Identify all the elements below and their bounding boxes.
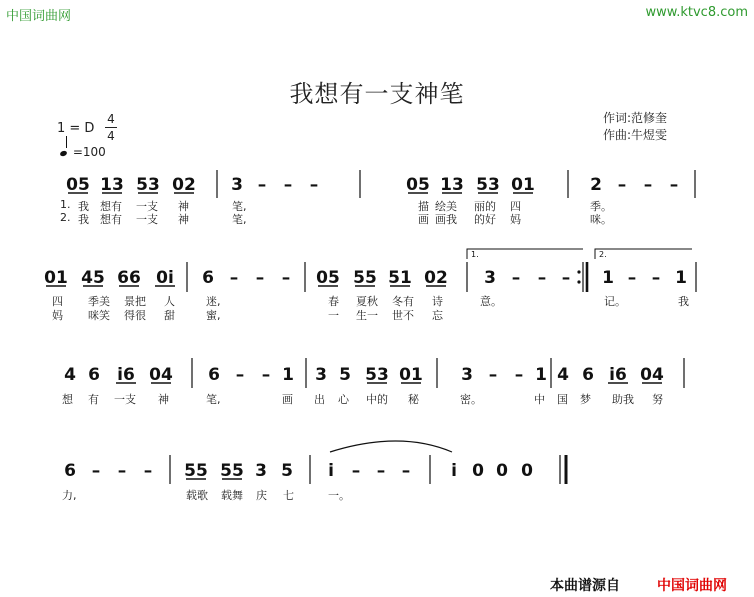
note-0-9: 13 xyxy=(440,175,464,195)
lyric-verse1-1-8: 诗 xyxy=(432,295,443,308)
lyric-verse2-0-1: 我 xyxy=(78,213,89,226)
note-2-0: 4 xyxy=(64,365,76,385)
note-3-7: 5 xyxy=(281,461,293,481)
note-3-13: 0 xyxy=(472,461,484,481)
note-3-8: i xyxy=(328,461,334,481)
lyric-verse2-0-4: 神 xyxy=(178,213,189,226)
note-0-12: 2 xyxy=(590,175,602,195)
lyric-verse2-0-9: 妈 xyxy=(510,213,521,226)
volta-2-label: 2. xyxy=(599,250,607,259)
note-2-16: 4 xyxy=(557,365,569,385)
note-2-14: – xyxy=(514,365,524,385)
lyric-verse1-2-6: 出 xyxy=(314,393,325,406)
footer-source-label: 本曲谱源自 xyxy=(550,578,620,594)
lyric-verse1-2-1: 有 xyxy=(88,393,99,406)
note-0-0: 05 xyxy=(66,175,90,195)
note-0-8: 05 xyxy=(406,175,430,195)
lyric-verse2-1-5: 一 xyxy=(328,309,339,322)
lyric-verse1-2-2: 一支 xyxy=(114,393,136,406)
note-1-1: 45 xyxy=(81,268,105,288)
lyric-verse1-0-2: 想有 xyxy=(100,200,122,213)
lyric-verse1-2-3: 神 xyxy=(158,393,169,406)
song-title: 我想有一支神笔 xyxy=(289,80,465,108)
note-2-3: 04 xyxy=(149,365,173,385)
note-0-6: – xyxy=(283,175,293,195)
note-1-18: – xyxy=(651,268,661,288)
note-3-12: i xyxy=(451,461,457,481)
lyric-verse1-1-5: 春 xyxy=(328,295,339,308)
lyric-verse1-2-9: 秘 xyxy=(408,393,419,406)
lyric-verse2-1-4: 蜜, xyxy=(206,309,221,322)
lyric-verse1-2-12: 国 xyxy=(557,393,568,406)
note-1-4: 6 xyxy=(202,268,214,288)
note-1-7: – xyxy=(281,268,291,288)
note-2-1: 6 xyxy=(88,365,100,385)
lyric-verse2-0-3: 一支 xyxy=(136,213,158,226)
lyric-verse2-0-2: 想有 xyxy=(100,213,122,226)
note-1-3: 0i xyxy=(156,268,174,288)
note-1-13: – xyxy=(511,268,521,288)
note-2-12: 3 xyxy=(461,365,473,385)
note-0-5: – xyxy=(257,175,267,195)
lyric-verse2-0-8: 的好 xyxy=(474,213,496,226)
lyric-verse1-2-11: 中 xyxy=(534,393,545,406)
note-0-1: 13 xyxy=(100,175,124,195)
barlines xyxy=(170,170,696,484)
note-3-11: – xyxy=(401,461,411,481)
lyric-verse2-1-3: 甜 xyxy=(164,309,175,322)
lyric-verse2-1-8: 忘 xyxy=(432,309,443,322)
lyric-verse2-0-10: 咪。 xyxy=(590,213,612,226)
note-1-0: 01 xyxy=(44,268,68,288)
lyric-verse1-2-7: 心 xyxy=(338,393,349,406)
note-1-11: 02 xyxy=(424,268,448,288)
note-1-16: 1 xyxy=(602,268,614,288)
lyric-verse1-0-0: 1. xyxy=(60,198,71,211)
note-0-10: 53 xyxy=(476,175,500,195)
note-2-4: 6 xyxy=(208,365,220,385)
volta-1-label: 1. xyxy=(471,250,479,259)
note-2-15: 1 xyxy=(535,365,547,385)
lyric-verse2-1-0: 妈 xyxy=(52,309,63,322)
lyric-verse1-1-0: 四 xyxy=(52,295,63,308)
underlines-layer xyxy=(46,193,662,479)
lyric-verse1-1-6: 夏秋 xyxy=(356,295,378,308)
tie-arc xyxy=(330,441,452,452)
lyric-verse1-2-10: 密。 xyxy=(460,393,482,406)
note-2-11: 01 xyxy=(399,365,423,385)
lyric-verse1-0-7: 绘美 xyxy=(435,200,457,213)
lyric-verse1-3-3: 庆 xyxy=(256,489,267,502)
lyric-verse2-1-1: 咪笑 xyxy=(88,309,110,322)
lyric-verse1-3-1: 载歌 xyxy=(186,489,208,502)
lyric-verse1-1-7: 冬有 xyxy=(392,295,414,308)
note-1-5: – xyxy=(229,268,239,288)
note-1-14: – xyxy=(537,268,547,288)
note-3-9: – xyxy=(351,461,361,481)
lyric-verse1-1-11: 我 xyxy=(678,295,689,308)
note-0-15: – xyxy=(669,175,679,195)
lyric-verse1-2-13: 梦 xyxy=(580,393,591,406)
note-1-19: 1 xyxy=(675,268,687,288)
note-1-17: – xyxy=(627,268,637,288)
note-0-13: – xyxy=(617,175,627,195)
note-2-8: 3 xyxy=(315,365,327,385)
note-0-3: 02 xyxy=(172,175,196,195)
watermark-left: 中国词曲网 xyxy=(6,9,72,24)
lyricist-credit: 作词:范修奎 xyxy=(603,111,668,125)
note-3-14: 0 xyxy=(496,461,508,481)
lyric-verse2-1-6: 生一 xyxy=(356,309,378,322)
note-3-1: – xyxy=(91,461,101,481)
lyric-verse2-0-5: 笔, xyxy=(232,213,247,226)
lyric-verse1-2-0: 想 xyxy=(62,393,73,406)
tempo-value: =100 xyxy=(72,145,106,159)
lyric-verse1-0-5: 笔, xyxy=(232,200,247,213)
lyric-verse2-1-2: 得很 xyxy=(124,309,146,322)
lyric-verse1-2-4: 笔, xyxy=(206,393,221,406)
note-3-0: 6 xyxy=(64,461,76,481)
lyric-verse1-3-2: 载舞 xyxy=(221,489,243,502)
lyric-verse1-3-4: 七 xyxy=(283,489,294,502)
note-2-17: 6 xyxy=(582,365,594,385)
note-2-6: – xyxy=(261,365,271,385)
note-3-6: 3 xyxy=(255,461,267,481)
note-2-10: 53 xyxy=(365,365,389,385)
time-signature-bottom: 4 xyxy=(107,129,115,143)
lyric-verse1-1-4: 迷, xyxy=(206,295,221,308)
lyric-verse1-1-1: 季美 xyxy=(88,295,110,308)
lyric-verse2-0-6: 画 xyxy=(418,213,429,226)
note-1-15: – xyxy=(561,268,571,288)
note-2-9: 5 xyxy=(339,365,351,385)
note-1-9: 55 xyxy=(353,268,377,288)
note-1-10: 51 xyxy=(388,268,412,288)
key-signature: 1 = D xyxy=(57,121,95,136)
lyric-verse1-1-3: 人 xyxy=(164,295,175,308)
lyric-verse1-3-5: 一。 xyxy=(328,489,350,502)
note-1-8: 05 xyxy=(316,268,340,288)
lyric-verse1-2-15: 努 xyxy=(652,393,663,406)
note-3-3: – xyxy=(143,461,153,481)
watermark-right: www.ktvc8.com xyxy=(645,5,748,20)
lyric-verse1-0-8: 丽的 xyxy=(474,200,496,213)
footer-source-site: 中国词曲网 xyxy=(657,578,727,594)
lyric-verse1-1-2: 景把 xyxy=(124,295,146,308)
lyric-verse1-0-4: 神 xyxy=(178,200,189,213)
note-0-2: 53 xyxy=(136,175,160,195)
lyric-verse1-2-8: 中的 xyxy=(366,393,388,406)
lyric-verse2-0-0: 2. xyxy=(60,211,71,224)
lyric-verse2-1-7: 世不 xyxy=(392,309,414,322)
note-2-5: – xyxy=(235,365,245,385)
note-2-7: 1 xyxy=(282,365,294,385)
note-2-13: – xyxy=(488,365,498,385)
note-3-10: – xyxy=(376,461,386,481)
note-0-11: 01 xyxy=(511,175,535,195)
volta-brackets xyxy=(467,249,692,259)
composer-credit: 作曲:牛煜雯 xyxy=(603,128,668,142)
lyric-verse1-0-6: 描 xyxy=(418,200,429,213)
lyric-verse1-1-10: 记。 xyxy=(604,295,626,308)
lyric-verse1-2-14: 助我 xyxy=(612,393,634,406)
note-3-4: 55 xyxy=(184,461,208,481)
time-signature-top: 4 xyxy=(107,112,115,126)
note-1-6: – xyxy=(255,268,265,288)
lyric-verse2-0-7: 画我 xyxy=(435,213,457,226)
note-2-2: i6 xyxy=(117,365,135,385)
note-2-19: 04 xyxy=(640,365,664,385)
note-0-4: 3 xyxy=(231,175,243,195)
lyric-verse1-0-3: 一支 xyxy=(136,200,158,213)
lyric-verse1-3-0: 力, xyxy=(62,489,77,502)
note-0-7: – xyxy=(309,175,319,195)
note-0-14: – xyxy=(643,175,653,195)
lyric-verse1-0-10: 季。 xyxy=(590,200,612,213)
lyric-verse1-0-1: 我 xyxy=(78,200,89,213)
lyric-verse1-2-5: 画 xyxy=(282,393,293,406)
note-3-15: 0 xyxy=(521,461,533,481)
lyric-verse1-0-9: 四 xyxy=(510,200,521,213)
repeat-dots xyxy=(577,270,580,283)
note-3-2: – xyxy=(117,461,127,481)
note-2-18: i6 xyxy=(609,365,627,385)
note-1-12: 3 xyxy=(484,268,496,288)
note-3-5: 55 xyxy=(220,461,244,481)
note-1-2: 66 xyxy=(117,268,141,288)
lyric-verse1-1-9: 意。 xyxy=(480,295,502,308)
